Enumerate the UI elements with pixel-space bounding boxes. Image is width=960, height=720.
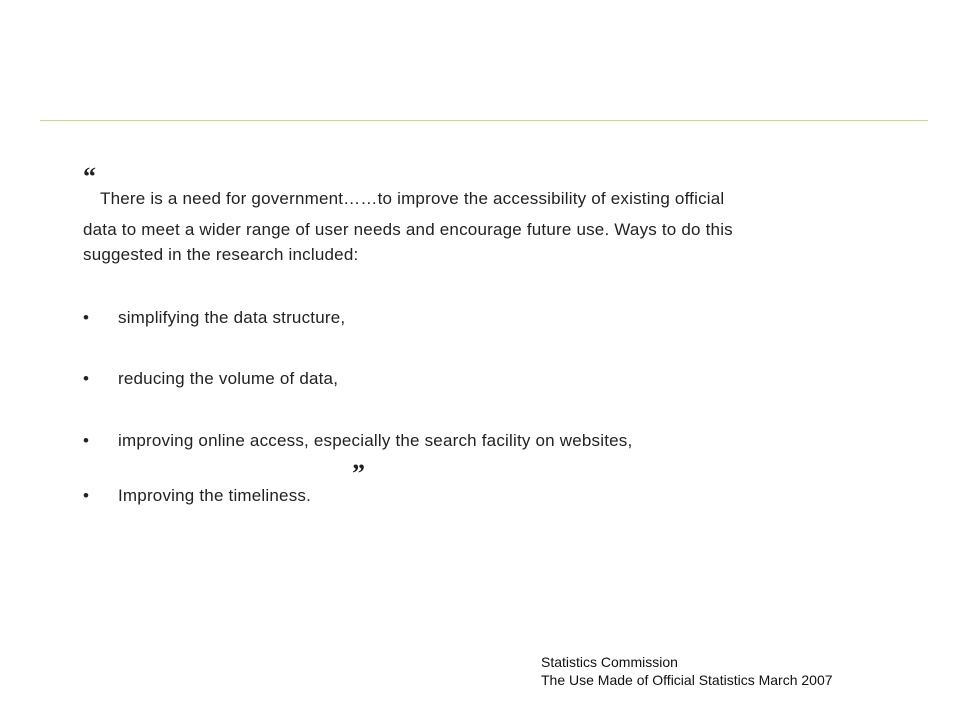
source-citation	[541, 653, 833, 689]
bullet-text: reducing the volume of data,	[118, 369, 339, 388]
bullet-text: simplifying the data structure,	[118, 308, 346, 327]
bullet-item	[83, 367, 338, 391]
quote-line-2: data to meet a wider range of user needs and encourage future use. Ways to do this	[83, 220, 733, 239]
bullet-item	[83, 429, 632, 453]
bullet-text: Improving the timeliness.	[118, 486, 312, 505]
bullet-text: improving online access, especially the search facility on websites,	[118, 431, 633, 450]
header-divider	[40, 120, 928, 121]
close-quote-mark: ”	[352, 459, 365, 488]
quote-line-1: There is a need for government……to improve the accessibility of existing official	[100, 189, 725, 208]
quote-line-3: suggested in the research included:	[83, 245, 359, 264]
bullet-dot: •	[83, 308, 90, 327]
bullet-dot: •	[83, 431, 90, 450]
bullet-item	[83, 306, 345, 330]
bullet-dot: •	[83, 486, 90, 505]
bullet-dot: •	[83, 369, 90, 388]
source-publication: The Use Made of Official Statistics March 2007	[541, 672, 833, 688]
open-quote-mark: “	[83, 162, 96, 191]
source-organisation: Statistics Commission	[541, 654, 678, 670]
bullet-item	[83, 484, 311, 508]
